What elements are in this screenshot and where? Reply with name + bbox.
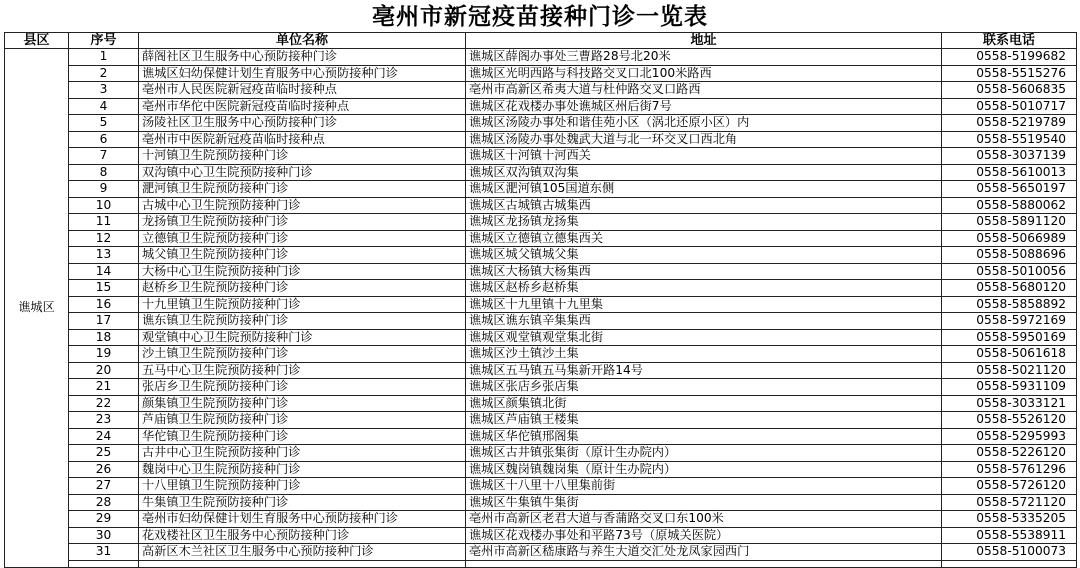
- address-cell: 谯城区华佗镇邢阁集: [466, 428, 942, 445]
- name-cell: 大杨中心卫生院预防接种门诊: [139, 263, 466, 280]
- phone-cell: 0558-5515276: [942, 65, 1077, 82]
- phone-cell: 0558-5335205: [942, 511, 1077, 528]
- empty-cell: [942, 560, 1077, 567]
- seq-cell: 4: [69, 98, 139, 115]
- name-cell: 谯城区妇幼保健计划生育服务中心预防接种门诊: [139, 65, 466, 82]
- phone-cell: 0558-5226120: [942, 445, 1077, 462]
- name-cell: 亳州市华佗中医院新冠疫苗临时接种点: [139, 98, 466, 115]
- address-cell: 谯城区古井镇张集街（原计生办院内）: [466, 445, 942, 462]
- table-row: [5, 280, 1077, 297]
- table-row: [5, 65, 1077, 82]
- name-cell: 淝河镇卫生院预防接种门诊: [139, 181, 466, 198]
- phone-cell: 0558-5021120: [942, 362, 1077, 379]
- phone-cell: 0558-5721120: [942, 494, 1077, 511]
- name-cell: 立德镇卫生院预防接种门诊: [139, 230, 466, 247]
- address-cell: 谯城区五马镇五马集新开路14号: [466, 362, 942, 379]
- table-row: [5, 115, 1077, 132]
- name-cell: 亳州市中医院新冠疫苗临时接种点: [139, 131, 466, 148]
- phone-cell: 0558-5761296: [942, 461, 1077, 478]
- table-row: [5, 362, 1077, 379]
- seq-cell: 9: [69, 181, 139, 198]
- table-row: [5, 296, 1077, 313]
- phone-cell: 0558-5858892: [942, 296, 1077, 313]
- table-row: [5, 313, 1077, 330]
- phone-cell: 0558-5295993: [942, 428, 1077, 445]
- seq-cell: 22: [69, 395, 139, 412]
- address-cell: 谯城区花戏楼办事处和平路73号（原城关医院）: [466, 527, 942, 544]
- table-row: [5, 544, 1077, 561]
- table-row: [5, 197, 1077, 214]
- name-cell: 十九里镇卫生院预防接种门诊: [139, 296, 466, 313]
- name-cell: 龙扬镇卫生院预防接种门诊: [139, 214, 466, 231]
- name-cell: 魏岗中心卫生院预防接种门诊: [139, 461, 466, 478]
- phone-cell: 0558-5891120: [942, 214, 1077, 231]
- seq-cell: 11: [69, 214, 139, 231]
- seq-cell: 13: [69, 247, 139, 264]
- name-cell: 赵桥乡卫生院预防接种门诊: [139, 280, 466, 297]
- table-row-cutoff: [5, 560, 1077, 567]
- seq-cell: 10: [69, 197, 139, 214]
- address-cell: 谯城区大杨镇大杨集西: [466, 263, 942, 280]
- address-cell: 谯城区芦庙镇王楼集: [466, 412, 942, 429]
- phone-cell: 0558-5061618: [942, 346, 1077, 363]
- seq-cell: 17: [69, 313, 139, 330]
- table-row: [5, 230, 1077, 247]
- seq-cell: 28: [69, 494, 139, 511]
- address-cell: 谯城区汤陵办事处和谐佳苑小区（涡北还原小区）内: [466, 115, 942, 132]
- table-row: [5, 214, 1077, 231]
- phone-cell: 0558-5526120: [942, 412, 1077, 429]
- address-cell: 谯城区十九里镇十九里集: [466, 296, 942, 313]
- seq-cell: 21: [69, 379, 139, 396]
- phone-cell: 0558-5606835: [942, 82, 1077, 99]
- table-row: [5, 428, 1077, 445]
- phone-cell: 0558-5100073: [942, 544, 1077, 561]
- header-county: 县区: [5, 33, 69, 49]
- name-cell: 十河镇卫生院预防接种门诊: [139, 148, 466, 165]
- seq-cell: 15: [69, 280, 139, 297]
- seq-cell: 8: [69, 164, 139, 181]
- seq-cell: 26: [69, 461, 139, 478]
- name-cell: 汤陵社区卫生服务中心预防接种门诊: [139, 115, 466, 132]
- address-cell: 谯城区牛集镇牛集街: [466, 494, 942, 511]
- table-row: [5, 247, 1077, 264]
- seq-cell: 31: [69, 544, 139, 561]
- seq-cell: 3: [69, 82, 139, 99]
- seq-cell: 1: [69, 49, 139, 66]
- address-cell: 谯城区城父镇城父集: [466, 247, 942, 264]
- name-cell: 五马中心卫生院预防接种门诊: [139, 362, 466, 379]
- table-row: [5, 148, 1077, 165]
- phone-cell: 0558-5650197: [942, 181, 1077, 198]
- seq-cell: 29: [69, 511, 139, 528]
- table-row: [5, 346, 1077, 363]
- seq-cell: 30: [69, 527, 139, 544]
- name-cell: 沙土镇卫生院预防接种门诊: [139, 346, 466, 363]
- seq-cell: 2: [69, 65, 139, 82]
- name-cell: 古城中心卫生院预防接种门诊: [139, 197, 466, 214]
- header-name: 单位名称: [139, 33, 466, 49]
- phone-cell: 0558-5880062: [942, 197, 1077, 214]
- seq-cell: 7: [69, 148, 139, 165]
- name-cell: 牛集镇卫生院预防接种门诊: [139, 494, 466, 511]
- table-row: [5, 181, 1077, 198]
- phone-cell: 0558-5680120: [942, 280, 1077, 297]
- table-row: [5, 527, 1077, 544]
- table-row: [5, 478, 1077, 495]
- table-body: [5, 49, 1077, 568]
- phone-cell: 0558-3033121: [942, 395, 1077, 412]
- empty-cell: [69, 560, 139, 567]
- phone-cell: 0558-5538911: [942, 527, 1077, 544]
- header-seq: 序号: [69, 33, 139, 49]
- phone-cell: 0558-5088696: [942, 247, 1077, 264]
- table-row: [5, 412, 1077, 429]
- seq-cell: 18: [69, 329, 139, 346]
- phone-cell: 0558-5931109: [942, 379, 1077, 396]
- name-cell: 高新区木兰社区卫生服务中心预防接种门诊: [139, 544, 466, 561]
- phone-cell: 0558-5219789: [942, 115, 1077, 132]
- header-phone: 联系电话: [942, 33, 1077, 49]
- county-cell: 谯城区: [5, 49, 69, 568]
- address-cell: 谯城区双沟镇双沟集: [466, 164, 942, 181]
- address-cell: 谯城区龙扬镇龙扬集: [466, 214, 942, 231]
- name-cell: 张店乡卫生院预防接种门诊: [139, 379, 466, 396]
- address-cell: 谯城区十河镇十河西关: [466, 148, 942, 165]
- address-cell: 谯城区立德镇立德集西关: [466, 230, 942, 247]
- address-cell: 谯城区沙土镇沙土集: [466, 346, 942, 363]
- table-row: [5, 395, 1077, 412]
- seq-cell: 14: [69, 263, 139, 280]
- phone-cell: 0558-5519540: [942, 131, 1077, 148]
- name-cell: 芦庙镇卫生院预防接种门诊: [139, 412, 466, 429]
- address-cell: 谯城区赵桥乡赵桥集: [466, 280, 942, 297]
- name-cell: 城父镇卫生院预防接种门诊: [139, 247, 466, 264]
- address-cell: 谯城区颜集镇北街: [466, 395, 942, 412]
- name-cell: 薛阁社区卫生服务中心预防接种门诊: [139, 49, 466, 66]
- phone-cell: 0558-5199682: [942, 49, 1077, 66]
- address-cell: 谯城区汤陵办事处魏武大道与北一环交叉口西北角: [466, 131, 942, 148]
- address-cell: 谯城区魏岗镇魏岗集（原计生办院内）: [466, 461, 942, 478]
- table-row: [5, 379, 1077, 396]
- table-row: [5, 82, 1077, 99]
- phone-cell: 0558-5610013: [942, 164, 1077, 181]
- table-row: [5, 461, 1077, 478]
- address-cell: 谯城区薛阁办事处三曹路28号北20米: [466, 49, 942, 66]
- address-cell: 亳州市高新区希夷大道与杜仲路交叉口路西: [466, 82, 942, 99]
- address-cell: 谯城区花戏楼办事处谯城区州后街7号: [466, 98, 942, 115]
- name-cell: 花戏楼社区卫生服务中心预防接种门诊: [139, 527, 466, 544]
- address-cell: 亳州市高新区嵇康路与养生大道交汇处龙凤家园西门: [466, 544, 942, 561]
- table-row: [5, 164, 1077, 181]
- seq-cell: 27: [69, 478, 139, 495]
- address-cell: 谯城区淝河镇105国道东侧: [466, 181, 942, 198]
- phone-cell: 0558-5726120: [942, 478, 1077, 495]
- seq-cell: 16: [69, 296, 139, 313]
- table-row: [5, 445, 1077, 462]
- seq-cell: 6: [69, 131, 139, 148]
- table-row: [5, 49, 1077, 66]
- page-title: 亳州市新冠疫苗接种门诊一览表: [372, 3, 708, 30]
- clinic-table: [4, 32, 1077, 568]
- name-cell: 观堂镇中心卫生院预防接种门诊: [139, 329, 466, 346]
- phone-cell: 0558-5972169: [942, 313, 1077, 330]
- empty-cell: [466, 560, 942, 567]
- name-cell: 华佗镇卫生院预防接种门诊: [139, 428, 466, 445]
- phone-cell: 0558-5066989: [942, 230, 1077, 247]
- name-cell: 双沟镇中心卫生院预防接种门诊: [139, 164, 466, 181]
- name-cell: 谯东镇卫生院预防接种门诊: [139, 313, 466, 330]
- name-cell: 亳州市人民医院新冠疫苗临时接种点: [139, 82, 466, 99]
- phone-cell: 0558-5010056: [942, 263, 1077, 280]
- phone-cell: 0558-5950169: [942, 329, 1077, 346]
- seq-cell: 5: [69, 115, 139, 132]
- seq-cell: 24: [69, 428, 139, 445]
- seq-cell: 19: [69, 346, 139, 363]
- address-cell: 谯城区光明西路与科技路交叉口北100米路西: [466, 65, 942, 82]
- address-cell: 谯城区观堂镇观堂集北街: [466, 329, 942, 346]
- empty-cell: [139, 560, 466, 567]
- table-row: [5, 511, 1077, 528]
- phone-cell: 0558-3037139: [942, 148, 1077, 165]
- address-cell: 谯城区古城镇古城集西: [466, 197, 942, 214]
- name-cell: 古井中心卫生院预防接种门诊: [139, 445, 466, 462]
- address-cell: 亳州市高新区老君大道与香蒲路交叉口东100米: [466, 511, 942, 528]
- table-row: [5, 263, 1077, 280]
- table-row: [5, 98, 1077, 115]
- seq-cell: 23: [69, 412, 139, 429]
- header-address: 地址: [466, 33, 942, 49]
- table-row: [5, 329, 1077, 346]
- header-row: [5, 33, 1077, 49]
- table-row: [5, 494, 1077, 511]
- address-cell: 谯城区张店乡张店集: [466, 379, 942, 396]
- seq-cell: 12: [69, 230, 139, 247]
- name-cell: 十八里镇卫生院预防接种门诊: [139, 478, 466, 495]
- name-cell: 亳州市妇幼保健计划生育服务中心预防接种门诊: [139, 511, 466, 528]
- phone-cell: 0558-5010717: [942, 98, 1077, 115]
- name-cell: 颜集镇卫生院预防接种门诊: [139, 395, 466, 412]
- seq-cell: 25: [69, 445, 139, 462]
- address-cell: 谯城区十八里十八里集前街: [466, 478, 942, 495]
- address-cell: 谯城区谯东镇辛集集西: [466, 313, 942, 330]
- table-row: [5, 131, 1077, 148]
- seq-cell: 20: [69, 362, 139, 379]
